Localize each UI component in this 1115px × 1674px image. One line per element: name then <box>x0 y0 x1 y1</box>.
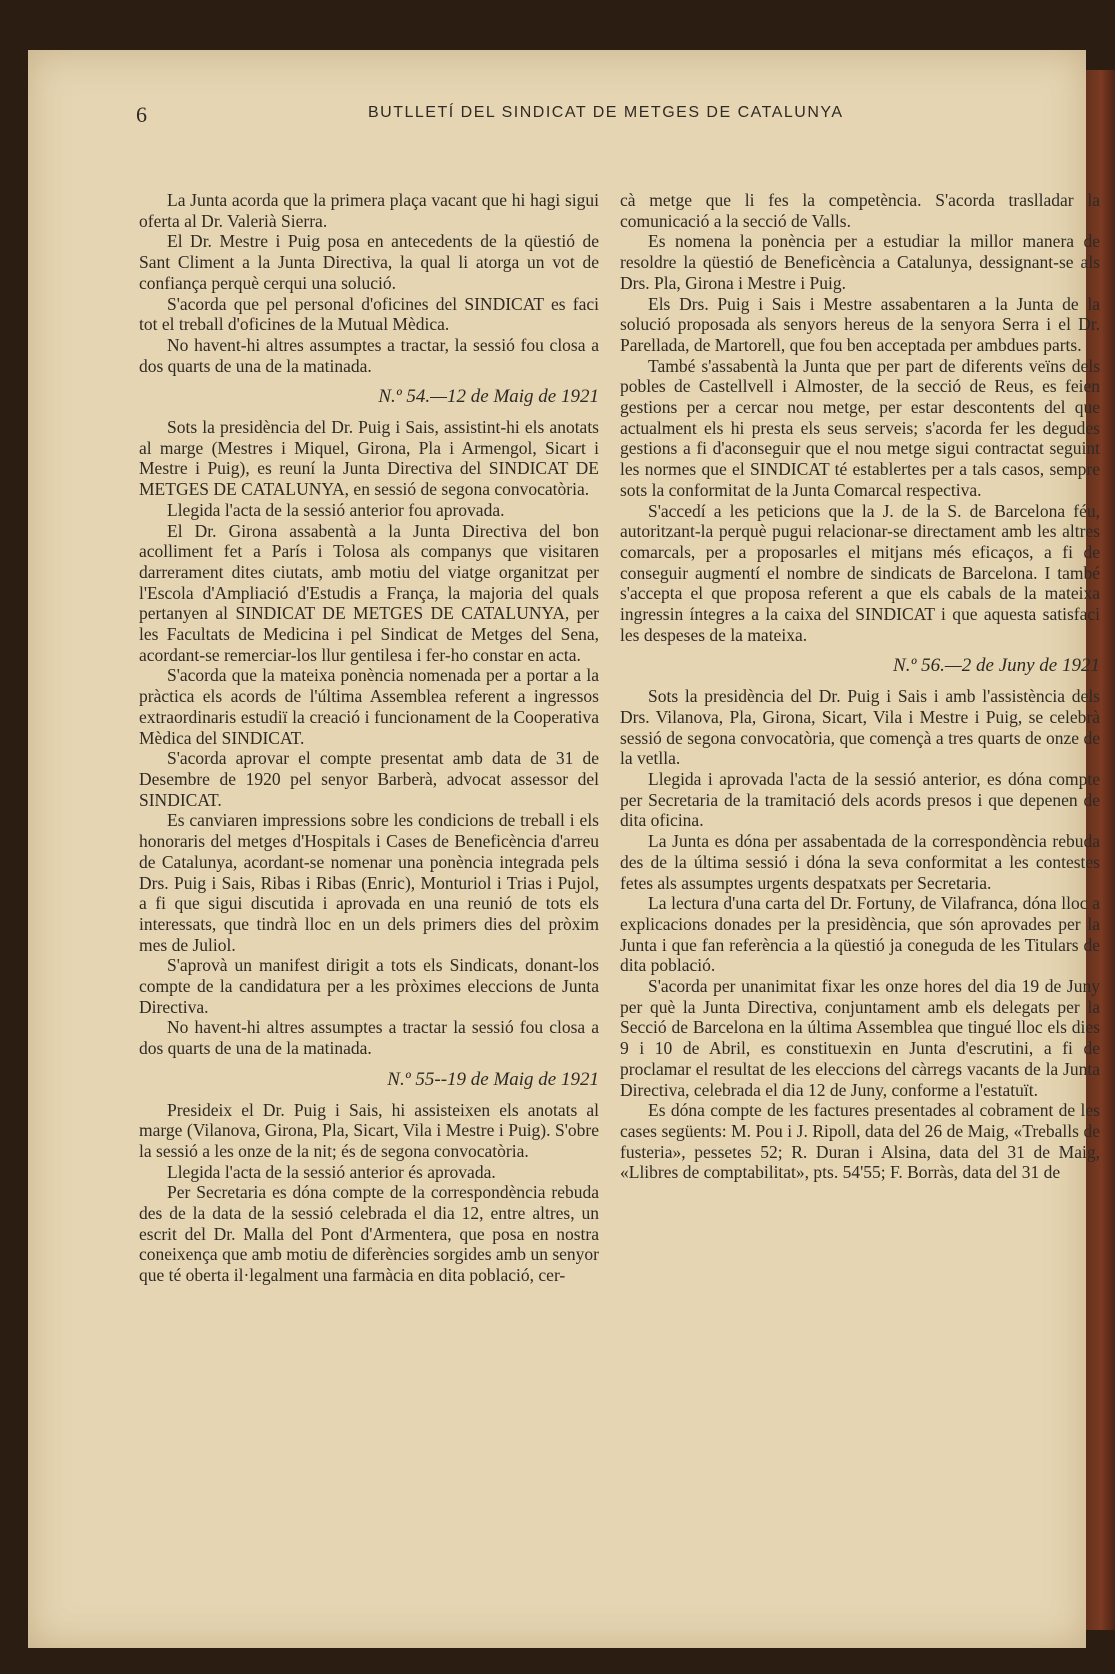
paragraph: La lectura d'una carta del Dr. Fortuny, de Vilafranca, dóna lloc a explicacions donades per la presidència, que són aprovades per la Junta i que fan referència a la qüestió ja coneguda de les Titulars de dita població. <box>620 893 1100 976</box>
paragraph: Sots la presidència del Dr. Puig i Sais i amb l'assistència dels Drs. Vilanova, Pla, Girona, Sicart, Vila i Mestre i Puig, se celebrà sessió de segona convocatòria, que començà a tres quarts de onze de la vetlla. <box>620 686 1100 769</box>
document-page <box>28 50 1100 1648</box>
paragraph-continuation: cà metge que li fes la competència. S'acorda traslladar la comunicació a la secció de Valls. <box>620 190 1100 231</box>
paragraph: Presideix el Dr. Puig i Sais, hi assisteixen els anotats al marge (Vilanova, Girona, Pla, Sicart, Vila i Mestre i Puig). S'obre la sessió a les onze de la nit; és de segona convocatòria. <box>139 1099 599 1161</box>
paragraph: S'acorda que la mateixa ponència nomenada per a portar a la pràctica els acords de l'última Assemblea referent a ingressos extraordinaris estudiï la creació i funcionament de la Cooperativa Mèdica del SINDICAT. <box>139 665 599 748</box>
paragraph: També s'assabentà la Junta que per part de diferents veïns dels pobles de Castellvell i Almoster, de la secció de Reus, es feien gestions per a cercar nou metge, per estar descontents del que actualment els hi presta els seus serveis; s'acorda fer les degudes gestions a fi d'aconseguir que el nou metge sigui contractat seguint les normes que el SINDICAT té establertes per a tals casos, sempre sots la conformitat de la Junta Comarcal respectiva. <box>620 355 1100 500</box>
session-heading: N.º 54.—12 de Maig de 1921 <box>378 386 599 408</box>
page-header <box>28 150 1086 180</box>
paragraph: El Dr. Girona assabentà a la Junta Directiva del bon acolliment fet a París i Tolosa als companys que visitaren darrerament dites ciutats, amb motiu del viatge organitzat per l'Escola d'Ampliació d'Estudis a França, la majoria del quals pertanyen al SINDICAT DE METGES DE CATALUNYA, per les Facultats de Medicina i pel Sindicat de Metges del Sena, acordant-se remerciar-los llur gentilesa i fer-ho constar en acta. <box>139 520 599 665</box>
running-title: BUTLLETÍ DEL SINDICAT DE METGES DE CATALUNYA <box>368 104 844 121</box>
paragraph: No havent-hi altres assumptes a tractar la sessió fou closa a dos quarts de una de la matinada. <box>139 1017 599 1059</box>
paragraph: Llegida l'acta de la sessió anterior fou aprovada. <box>167 499 505 520</box>
session-heading: N.º 55--19 de Maig de 1921 <box>387 1068 599 1090</box>
paragraph: Es canviaren impressions sobre les condicions de treball i els honoraris del metges d'Hospitals i Cases de Beneficència d'arreu de Catalunya, acordant-se nomenar una ponència integrada pels Drs. Puig i Sais, Ribas i Ribas (Enric), Monturiol i Trias i Pujol, a fi que sigui discutida i aprovada en una reunió de tots els interessats, que tindrà lloc en un dels primers dies del pròxim mes de Juliol. <box>139 810 599 955</box>
paragraph: S'acorda aprovar el compte presentat amb data de 31 de Desembre de 1920 pel senyor Barberà, advocat assessor del SINDICAT. <box>139 748 599 810</box>
right-column <box>620 190 1100 1183</box>
page-number: 6 <box>136 102 147 127</box>
paragraph: Sots la presidència del Dr. Puig i Sais, assistint-hi els anotats al marge (Mestres i Miquel, Girona, Pla i Armengol, Sicart i Mestre i Puig), es reuní la Junta Directiva del SINDICAT DE METGES DE CATALUNYA, en sessió de segona convocatòria. <box>139 417 599 500</box>
paragraph: Es dóna compte de les factures presentades al cobrament de les cases següents: M. Pou i J. Ripoll, data del 26 de Maig, «Treballs de fusteria», pessetes 52; R. Duran i Alsina, data del 31 de Maig, «Llibres de comptabilitat», pts. 54'55; F. Borràs, data del 31 de <box>620 1100 1100 1183</box>
paragraph: S'aprovà un manifest dirigit a tots els Sindicats, donant-los compte de la candidatura per a les pròximes eleccions de Junta Directiva. <box>139 955 599 1017</box>
paragraph: El Dr. Mestre i Puig posa en antecedents de la qüestió de Sant Climent a la Junta Directiva, la qual li atorga un vot de confiança perquè cerqui una solució. <box>139 231 599 293</box>
paragraph: S'acorda que pel personal d'oficines del SINDICAT es faci tot el treball d'oficines de la Mutual Mèdica. <box>139 293 599 335</box>
paragraph: Es nomena la ponència per a estudiar la millor manera de resoldre la qüestió de Beneficència a Catalunya, dessignant-se als Drs. Pla, Girona i Mestre i Puig. <box>620 231 1100 293</box>
paragraph: La Junta acorda que la primera plaça vacant que hi hagi sigui oferta al Dr. Valerià Sierra. <box>139 190 599 231</box>
paragraph: Per Secretaria es dóna compte de la correspondència rebuda des de la data de la sessió celebrada el dia 12, entre altres, un escrit del Dr. Malla del Pont d'Armentera, que posa en nostra coneixença que amb motiu de diferències sorgides amb un senyor que té oberta il·legalment una farmàcia en dita població, cer- <box>139 1182 599 1286</box>
paragraph: No havent-hi altres assumptes a tractar, la sessió fou closa a dos quarts de una de la matinada. <box>139 334 599 376</box>
paragraph: S'acorda per unanimitat fixar les onze hores del dia 19 de Juny per què la Junta Directiva, conjuntament amb els delegats per la Secció de Barcelona en la última Assemblea que tingué lloc els dies 9 i 10 de Abril, es constituexin en Junta d'escrutini, a fi de proclamar el resultat de les eleccions del càrregs vacants de la Junta Directiva, celebrada el dia 12 de Juny, conforme a l'estatuït. <box>620 976 1100 1100</box>
paragraph: Els Drs. Puig i Sais i Mestre assabentaren a la Junta de la solució proposada als senyors hereus de la senyora Serra i el Dr. Parellada, de Martorell, que fou ben acceptada per ambdues parts. <box>620 293 1100 355</box>
paragraph: Llegida l'acta de la sessió anterior és aprovada. <box>167 1161 496 1182</box>
paragraph: Llegida i aprovada l'acta de la sessió anterior, es dóna compte per Secretaria de la tramitació dels acords presos i que depenen de dita oficina. <box>620 768 1100 831</box>
paragraph: S'accedí a les peticions que la J. de la S. de Barcelona féu, autoritzant-la perquè pugui relacionar-se directament amb les altres comarcals, per a proposarles el mitjans més eficaços, a fi de conseguir augmentí el nombre de sindicats de Barcelona. I també s'accepta el que proposa referent a que els cabals de la mateixa ingressin íntegres a la caixa del SINDICAT i que aquesta satisfaci les despeses de la mateixa. <box>620 500 1100 645</box>
session-heading: N.º 56.—2 de Juny de 1921 <box>893 655 1100 677</box>
left-column <box>139 190 599 1286</box>
paragraph: La Junta es dóna per assabentada de la correspondència rebuda des de la última sessió i dóna la seva conformitat a les contestes fetes als assumptes urgents despatxats per Secretaria. <box>620 831 1100 893</box>
